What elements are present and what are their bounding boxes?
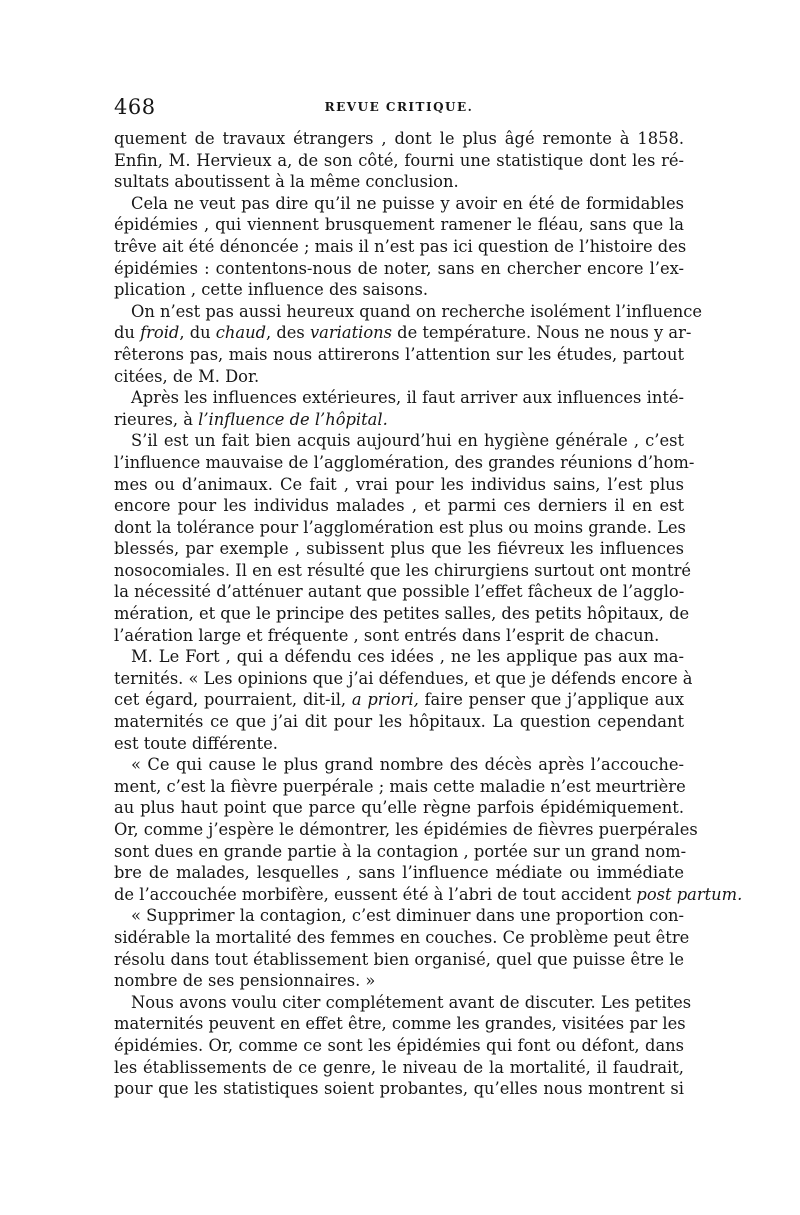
text-line: quement de travaux étrangers , dont le plus âgé remonte à 1858. [114,129,684,148]
text-segment: de l’accouchée morbifère, eussent été à l’abri de tout accident [114,884,637,904]
text-segment: , du [179,323,216,343]
text-line: On n’est pas aussi heureux quand on recherche isolément l’influence [131,301,702,321]
text-line [114,689,684,711]
text-line: rêterons pas, mais nous attirerons l’attention sur les études, partout [114,344,684,364]
italic-phrase: post partum. [636,884,743,904]
text-line: blessés, par exemple , subissent plus que les fiévreux les influences [114,539,684,559]
body-text [114,128,743,1100]
text-line: sont dues en grande partie à la contagion , portée sur un grand nom- [114,841,687,861]
text-segment: rieures, à [114,409,199,429]
text-line: est toute différente. [114,733,278,753]
text-line [114,409,684,431]
text-line [114,884,743,906]
text-line: l’influence mauvaise de l’agglomération, des grandes réunions d’hom- [114,452,695,472]
text-line: Or, comme j’espère le démontrer, les épidémies de fièvres puerpérales [114,820,698,839]
text-line: S’il est un fait bien acquis aujourd’hui en hygiène générale , c’est [131,431,684,451]
text-line: ternités. « Les opinions que j’ai défendues, et que je défends encore à [114,668,693,688]
text-line: sidérable la mortalité des femmes en couches. Ce problème peut être [114,927,690,947]
text-line: nosocomiales. Il en est résulté que les chirurgiens surtout ont montré [114,560,692,580]
text-line: résolu dans tout établissement bien organisé, quel que puisse être le [114,949,685,969]
text-line [114,322,692,344]
text-line: maternités peuvent en effet être, comme les grandes, visitées par les [114,1014,686,1034]
text-line: sultats aboutissent à la même conclusion. [114,172,459,192]
text-line: « Ce qui cause le plus grand nombre des décès après l’accouche- [131,755,684,775]
text-line: la nécessité d’atténuer autant que possible l’effet fâcheux de l’agglo- [114,582,685,602]
text-segment: du [114,323,141,343]
text-line: plication , cette influence des saisons. [114,280,428,300]
text-line: trêve ait été dénoncée ; mais il n’est pas ici question de l’histoire des [114,236,687,256]
text-line: bre de malades, lesquelles , sans l’influence médiate ou immédiate [114,863,684,883]
text-segment: cet égard, pourraient, dit-il, [114,690,352,710]
italic-phrase: chaud [215,323,267,343]
italic-phrase: froid [140,323,180,343]
running-head: REVUE CRITIQUE. [324,100,474,114]
text-line: nombre de ses pensionnaires. » [114,971,376,991]
page-header [114,95,684,123]
text-line: dont la tolérance pour l’agglomération est plus ou moins grande. Les [114,517,686,537]
text-line: encore pour les individus malades , et parmi ces derniers il en est [114,496,684,516]
text-line: au plus haut point que parce qu’elle règne parfois épidémiquement. [114,798,684,818]
text-line: Enfin, M. Hervieux a, de son côté, fourni une statistique dont les ré- [114,150,684,170]
italic-phrase: a priori, [351,690,419,710]
text-line: Après les influences extérieures, il faut arriver aux influences inté- [131,388,684,408]
text-line: épidémies. Or, comme ce sont les épidémies qui font ou défont, dans [114,1035,684,1055]
italic-phrase: l’influence de l’hôpital. [198,409,388,429]
text-line: Cela ne veut pas dire qu’il ne puisse y avoir en été de formidables [131,193,684,213]
text-line: « Supprimer la contagion, c’est diminuer dans une proportion con- [131,906,684,926]
text-line: épidémies , qui viennent brusquement ramener le fléau, sans que la [114,215,684,235]
text-line: les établissements de ce genre, le niveau de la mortalité, il faudrait, [114,1057,684,1077]
text-line: épidémies : contentons-nous de noter, sans en chercher encore l’ex- [114,258,684,278]
text-line: M. Le Fort , qui a défendu ces idées , ne les applique pas aux ma- [131,647,684,667]
text-line: pour que les statistiques soient probantes, qu’elles nous montrent si [114,1079,684,1099]
text-segment: faire penser que j’applique aux [418,690,684,710]
text-line: citées, de M. Dor. [114,366,260,386]
text-line: mes ou d’animaux. Ce fait , vrai pour les individus sains, l’est plus [114,474,684,494]
text-segment: , des [266,323,310,343]
text-line: maternités ce que j’ai dit pour les hôpitaux. La question cependant [114,712,684,732]
page-number: 468 [114,95,156,119]
text-line: l’aération large et fréquente , sont entrés dans l’esprit de chacun. [114,625,660,645]
text-line: mération, et que le principe des petites salles, des petits hôpitaux, de [114,604,690,624]
text-segment: de température. Nous ne nous y ar- [391,323,692,343]
text-line: Nous avons voulu citer complétement avant de discuter. Les petites [131,992,692,1012]
italic-phrase: variations [309,323,392,343]
text-line: ment, c’est la fièvre puerpérale ; mais cette maladie n’est meurtrière [114,776,686,796]
